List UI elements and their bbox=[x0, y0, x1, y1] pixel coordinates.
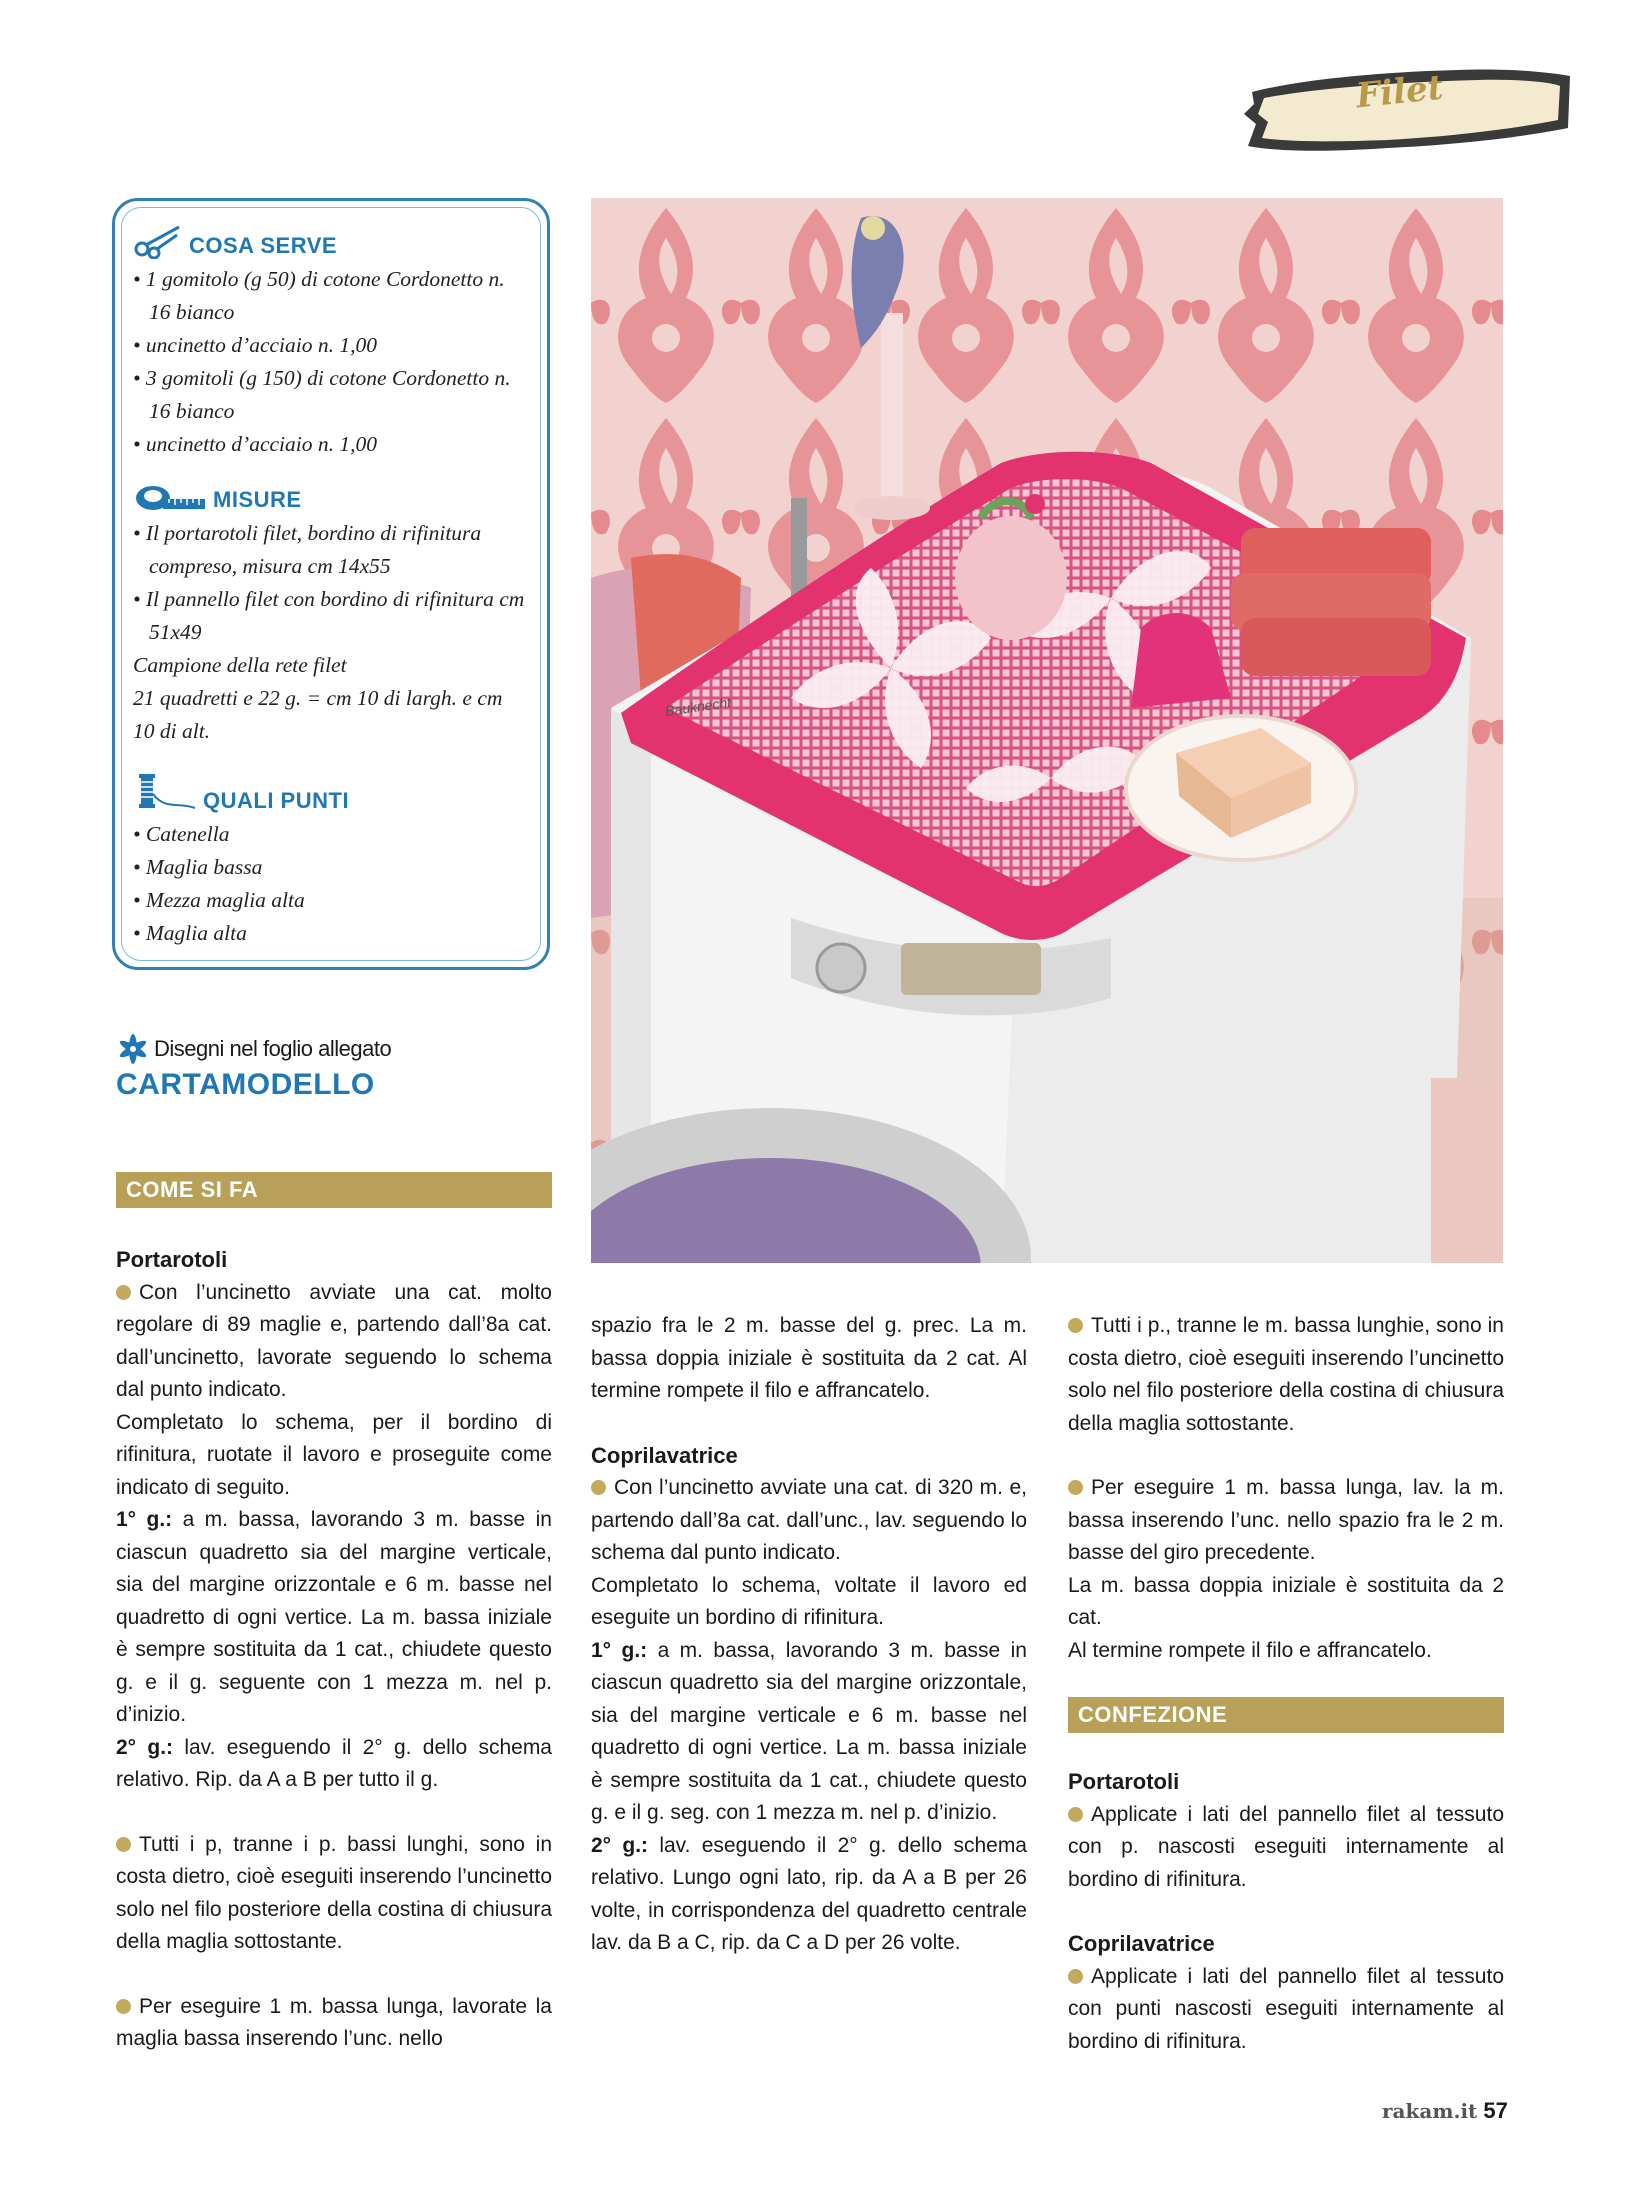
campione-label: Campione della rete filet bbox=[133, 653, 347, 677]
coprilavatrice-confezione-heading: Coprilavatrice bbox=[1068, 1931, 1215, 1956]
portarotoli-heading: Portarotoli bbox=[116, 1247, 228, 1272]
bullet-dot-icon bbox=[116, 1285, 131, 1300]
list-item: • Maglia bassa bbox=[133, 855, 263, 879]
thread-spool-icon bbox=[133, 770, 197, 814]
text-column-3-confezione bbox=[1068, 1766, 1504, 2058]
quali-punti-list bbox=[133, 818, 529, 950]
cartamodello-line1: Disegni nel foglio allegato bbox=[154, 1036, 392, 1061]
paragraph: 2° g.: lav. eseguendo il 2° g. dello schema relativo. Rip. da A a B per tutto il g. bbox=[116, 1735, 552, 1791]
text-column-2 bbox=[591, 1310, 1027, 1960]
list-item: • Mezza maglia alta bbox=[133, 888, 305, 912]
site-name: rakam.it bbox=[1382, 2099, 1478, 2123]
paragraph: Con l’uncinetto avviate una cat. di 320 m. e, partendo dall’8a cat. dall’unc., lav. seguendo lo schema dal punto indicato. bbox=[591, 1476, 1027, 1564]
paragraph: Per eseguire 1 m. bassa lunga, lav. la m. bassa inserendo l’unc. nello spazio fra le 2 m. basse del giro precedente. bbox=[1068, 1476, 1504, 1564]
paragraph: 2° g.: lav. eseguendo il 2° g. dello schema relativo. Lungo ogni lato, rip. da A a B per 26 volte, in corrispondenza del quadretto centrale lav. da B a C, rip. da C a D per 26 volte. bbox=[591, 1833, 1027, 1954]
list-item: • 3 gomitoli (g 150) di cotone Cordonetto n. 16 bianco bbox=[133, 366, 511, 423]
section-tag-label: Filet bbox=[1354, 67, 1446, 117]
bullet-dot-icon bbox=[116, 1999, 131, 2014]
paragraph: Tutti i p., tranne le m. bassa lunghie, sono in costa dietro, cioè eseguiti inserendo l’uncinetto solo nel filo posteriore della costina di chiusura della maglia sottostante. bbox=[1068, 1314, 1504, 1435]
text-column-3 bbox=[1068, 1310, 1504, 1667]
misure-list bbox=[133, 517, 529, 649]
paragraph: Con l’uncinetto avviate una cat. molto regolare di 89 maglie e, partendo dall’8a cat. dall’uncinetto, lavorate seguendo lo schema dal punto indicato. bbox=[116, 1280, 552, 1401]
materials-box bbox=[112, 198, 550, 970]
bullet-dot-icon bbox=[1068, 1318, 1083, 1333]
bullet-dot-icon bbox=[1068, 1807, 1083, 1822]
paragraph: spazio fra le 2 m. basse del g. prec. La m. bassa doppia iniziale è sostituita da 2 cat. Al termine rompete il filo e affrancatelo. bbox=[591, 1314, 1027, 1402]
scissors-icon bbox=[133, 223, 183, 259]
page-footer bbox=[1382, 2098, 1508, 2124]
campione-value: 21 quadretti e 22 g. = cm 10 di largh. e cm 10 di alt. bbox=[133, 686, 503, 743]
cartamodello-note bbox=[116, 1032, 391, 1102]
list-item: • 1 gomitolo (g 50) di cotone Cordonetto n. 16 bianco bbox=[133, 267, 505, 324]
bullet-dot-icon bbox=[116, 1837, 131, 1852]
paragraph: Tutti i p, tranne i p. bassi lunghi, sono in costa dietro, cioè eseguiti inserendo l’uncinetto solo nel filo posteriore della costina di chiusura della maglia sottostante. bbox=[116, 1832, 552, 1953]
confezione-bar: CONFEZIONE bbox=[1068, 1697, 1504, 1733]
paragraph: Applicate i lati del pannello filet al tessuto con punti nascosti eseguiti internamente al bordino di rifinitura. bbox=[1068, 1964, 1504, 2053]
list-item: • Il pannello filet con bordino di rifinitura cm 51x49 bbox=[133, 587, 525, 644]
paragraph: Completato lo schema, voltate il lavoro ed eseguite un bordino di rifinitura. bbox=[591, 1573, 1027, 1629]
washing-machine-brand: Bauknecht bbox=[664, 693, 732, 719]
paragraph: La m. bassa doppia iniziale è sostituita da 2 cat. bbox=[1068, 1573, 1504, 1629]
paragraph: Applicate i lati del pannello filet al tessuto con p. nascosti eseguiti internamente al bordino di rifinitura. bbox=[1068, 1802, 1504, 1891]
list-item: • Catenella bbox=[133, 822, 230, 846]
portarotoli-confezione-heading: Portarotoli bbox=[1068, 1769, 1180, 1794]
list-item: • Il portarotoli filet, bordino di rifinitura compreso, misura cm 14x55 bbox=[133, 521, 482, 578]
cartamodello-title: CARTAMODELLO bbox=[116, 1068, 375, 1101]
tape-measure-icon bbox=[133, 483, 207, 513]
cosa-serve-title: COSA SERVE bbox=[189, 233, 338, 258]
quali-punti-title: QUALI PUNTI bbox=[203, 788, 350, 813]
paragraph: 1° g.: a m. bassa, lavorando 3 m. basse in ciascun quadretto sia del margine verticale, sia del margine orizzontale e 6 m. basse nel quadretto di ogni vertice. La m. bassa iniziale è sempre sostituita da 1 cat., chiudete questo g. e il g. seguente con 1 mezza m. nel p. d’inizio. bbox=[116, 1508, 552, 1726]
cosa-serve-heading bbox=[133, 223, 529, 259]
bullet-dot-icon bbox=[1068, 1969, 1083, 1984]
list-item: • uncinetto d’acciaio n. 1,00 bbox=[133, 333, 377, 357]
paragraph: 1° g.: a m. bassa, lavorando 3 m. basse in ciascun quadretto sia del margine orizzontale, sia del margine verticale e 6 m. basse nel quadretto di ogni vertice. La m. bassa iniziale è sempre sostituita da 1 cat., chiudete questo g. e il g. seg. con 1 mezza m. nel p. d’inizio. bbox=[591, 1638, 1027, 1824]
bullet-dot-icon bbox=[1068, 1480, 1083, 1495]
misure-heading bbox=[133, 483, 529, 513]
paragraph: Per eseguire 1 m. bassa lunga, lavorate la maglia bassa inserendo l’unc. nello bbox=[116, 1994, 552, 2050]
washing-machine-photo bbox=[591, 198, 1503, 1263]
quali-punti-heading bbox=[133, 770, 529, 814]
cosa-serve-list bbox=[133, 263, 529, 461]
text-column-1 bbox=[116, 1244, 552, 2056]
paragraph: Al termine rompete il filo e affrancatelo. bbox=[1068, 1638, 1432, 1662]
asterisk-flower-icon bbox=[116, 1032, 150, 1066]
paragraph: Completato lo schema, per il bordino di rifinitura, ruotate il lavoro e proseguite come indicato di seguito. bbox=[116, 1410, 552, 1499]
page-number: 57 bbox=[1483, 2098, 1508, 2123]
come-si-fa-bar: COME SI FA bbox=[116, 1172, 552, 1208]
list-item: • Maglia alta bbox=[133, 921, 247, 945]
misure-title: MISURE bbox=[213, 487, 302, 512]
bullet-dot-icon bbox=[591, 1480, 606, 1495]
list-item: • uncinetto d’acciaio n. 1,00 bbox=[133, 432, 377, 456]
coprilavatrice-heading: Coprilavatrice bbox=[591, 1442, 738, 1468]
